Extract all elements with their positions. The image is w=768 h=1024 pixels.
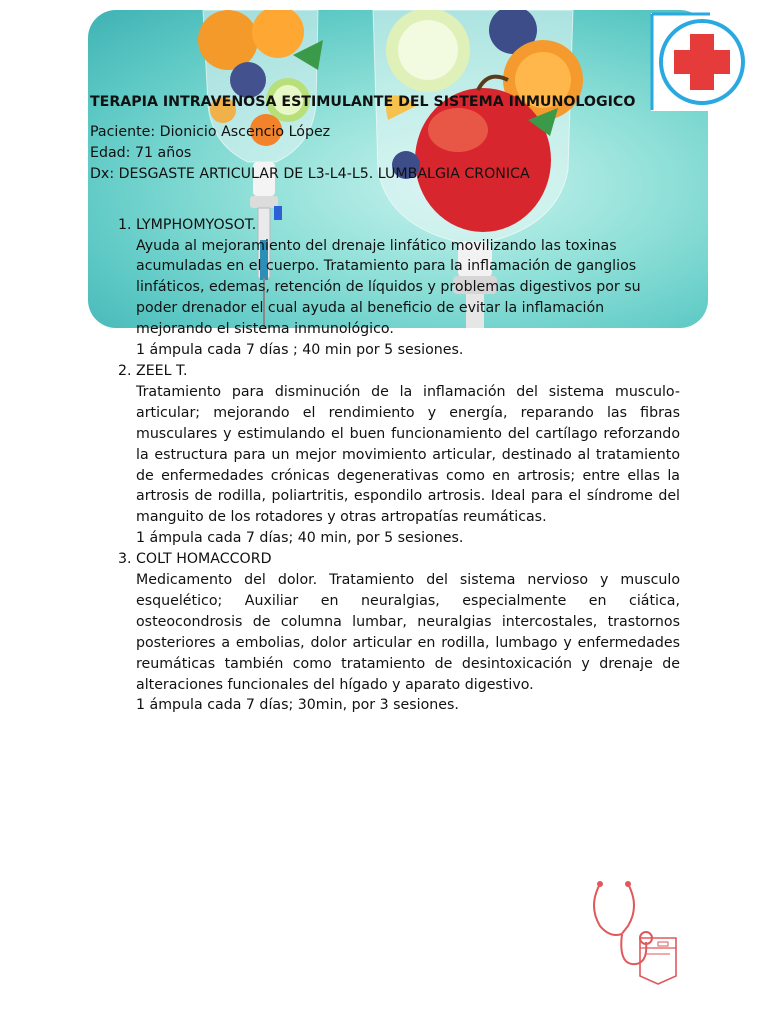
patient-name: Paciente: Dionicio Ascencio López xyxy=(90,123,331,140)
treatment-description: Tratamiento para disminución de la inflamación del sistema musculo-articular; mejorando el rendimiento y energía, reparando las fibras musculares y estimulando el buen funcionamiento del cartílago reforzando la estructura para un mejor movimiento articular, destinado al tratamiento de enfermedades crónicas degenerativas como en artrosis; entre ellas la artrosis de rodilla, poliartritis, espondilo artrosis. Ideal para el síndrome del manguito de los rotadores y otras artropatías reumáticas. xyxy=(136,383,680,526)
document-title: TERAPIA INTRAVENOSA ESTIMULANTE DEL SISTEMA INMUNOLOGICO xyxy=(90,94,636,110)
patient-info xyxy=(90,122,680,185)
treatment-name: 2. ZEEL T. xyxy=(136,362,188,379)
treatment-list xyxy=(90,215,680,717)
stethoscope-icon xyxy=(586,876,726,994)
treatment-description: Ayuda al mejoramiento del drenaje linfático movilizando las toxinas acumuladas en el cuerpo. Tratamiento para la inflamación de ganglios linfáticos, edemas, retención de líquidos y problemas digestivos por su poder drenador el cual ayuda al beneficio de evitar la inflamación mejorando el sistema inmunológico. xyxy=(136,237,641,338)
treatment-dose: 1 ámpula cada 7 días; 30min, por 3 sesiones. xyxy=(136,697,459,714)
patient-age: Edad: 71 años xyxy=(90,144,192,161)
treatment-dose: 1 ámpula cada 7 días; 40 min, por 5 sesiones. xyxy=(136,530,464,547)
patient-diagnosis: Dx: DESGASTE ARTICULAR DE L3-L4-L5. LUMBALGIA CRONICA xyxy=(90,165,530,182)
prescription-document xyxy=(90,92,680,716)
treatment-description: Medicamento del dolor. Tratamiento del sistema nervioso y musculo esquelético; Auxiliar en neuralgias, especialmente en ciática, osteocondrosis de columna lumbar, neuralgias intercostales, trastornos posteriores a embolias, dolor articular en rodilla, lumbago y enfermedades reumáticas también como tratamiento de desintoxicación y drenaje de alteraciones funcionales del hígado y aparato digestivo. xyxy=(136,572,680,693)
treatment-item xyxy=(136,215,680,361)
treatment-item xyxy=(136,361,680,549)
treatment-dose: 1 ámpula cada 7 días ; 40 min por 5 sesiones. xyxy=(136,342,464,359)
treatment-name: 1. LYMPHOMYOSOT. xyxy=(136,216,257,233)
treatment-item xyxy=(136,549,680,716)
stethoscope-illustration xyxy=(586,876,726,994)
treatment-name: 3. COLT HOMACCORD xyxy=(136,551,272,568)
